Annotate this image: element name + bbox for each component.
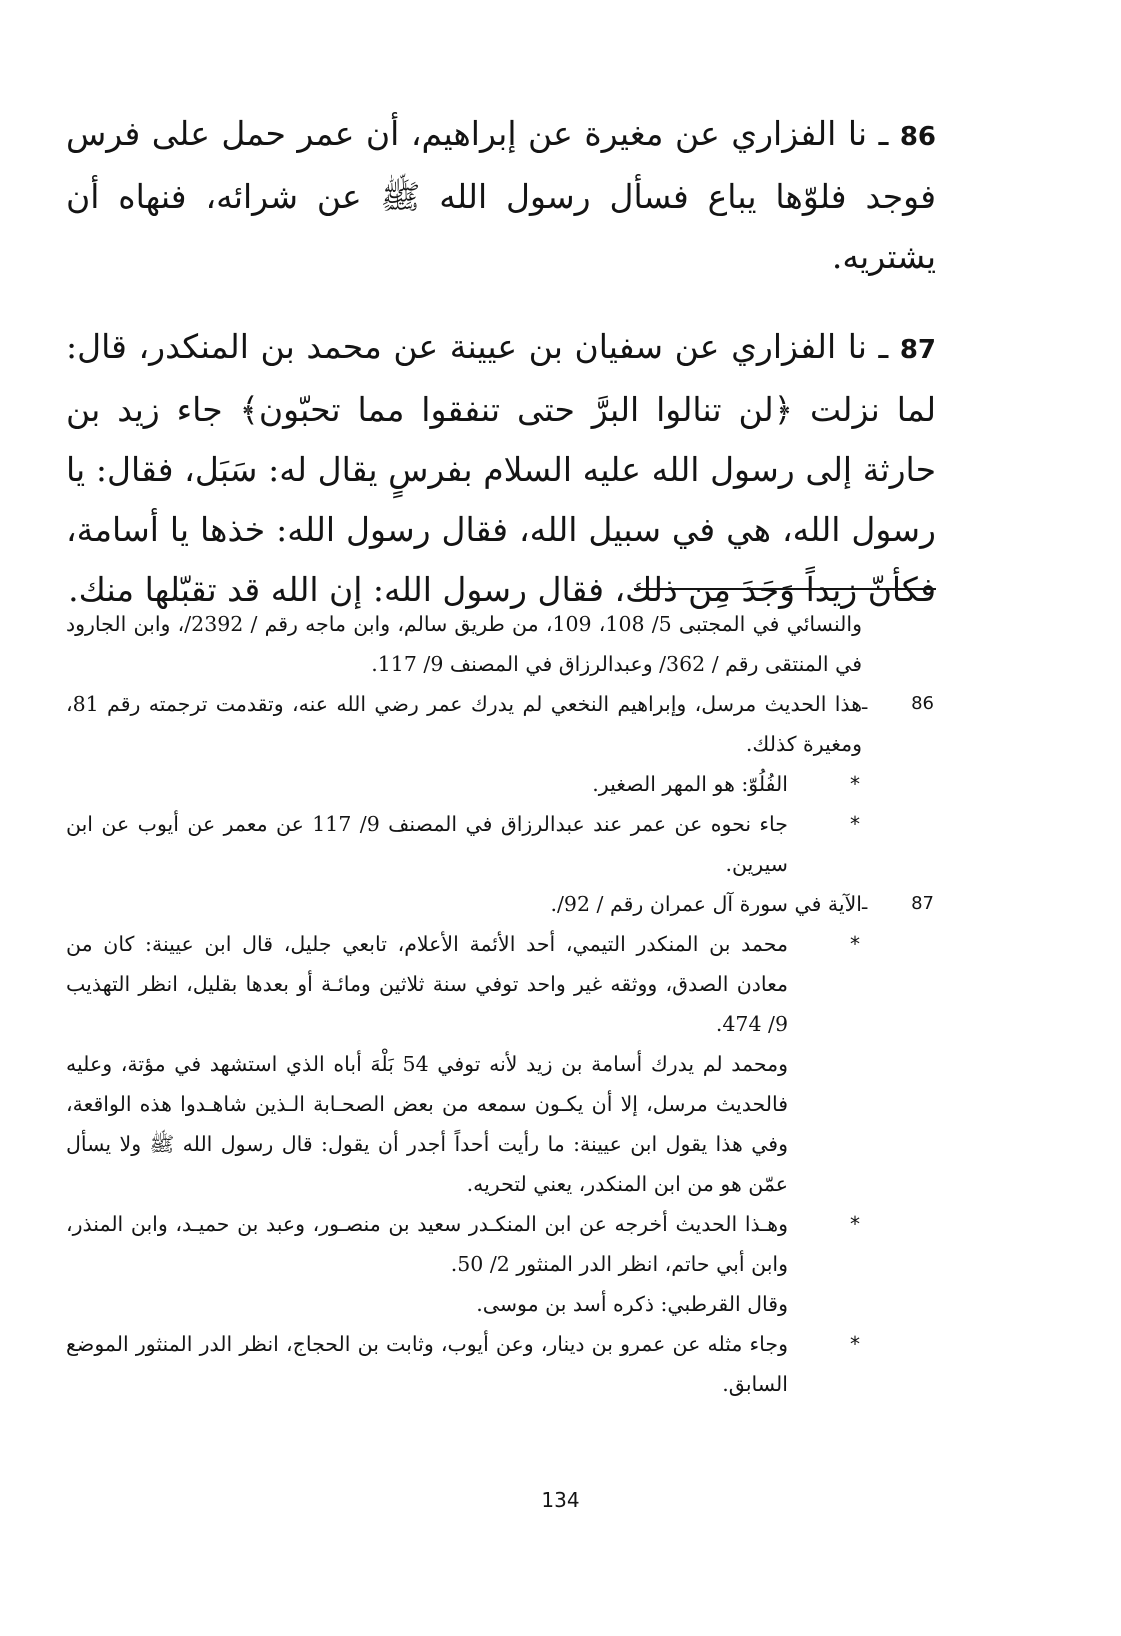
footnote-87 [66, 884, 936, 924]
hadith-87-text: ـ نا الفزاري عن سفيان بن عيينة عن محمد بن المنكدر، قال: لما نزلت ﴿لن تنالوا البرَّ حتى تنفقوا مما تحبّون﴾ جاء زيد بن حارثة إلى رسول الله عليه السلام بفرسٍ يقال له: سَبَل، فقال: يا رسول الله، هي في سبيل الله، فقال رسول الله: خذها يا أسامة، فكأنّ زيداً وَجَدَ مِن ذلك، فقال رسول الله: إن الله قد تقبّلها منك. [66, 327, 936, 609]
footnote-87-number: 87 [911, 893, 934, 914]
hadith-87 [66, 317, 936, 620]
page-number: 134 [541, 1488, 580, 1512]
footnote-86-number: 86 [911, 693, 934, 714]
star-marker: * [850, 812, 860, 836]
hadith-86 [66, 104, 936, 287]
star-marker: * [850, 1332, 860, 1356]
footnote-86-marker [862, 684, 936, 724]
footnote-87-dash: ـ [862, 893, 868, 914]
hadith-87-number: 87 [899, 335, 936, 365]
star-marker: * [850, 1212, 860, 1236]
footnote-86-star-1: * الفُلُوّ: هو المهر الصغير. [66, 764, 936, 804]
footnote-87-star-2: * وهـذا الحديث أخرجه عن ابن المنكـدر سعيد بن منصـور، وعبد بن حميـد، وابن المنذر، وابن أبي حاتم، انظر الدر المنثور 2/ 50. [66, 1204, 936, 1284]
footnote-87-star-3: * وجاء مثله عن عمرو بن دينار، وعن أيوب، وثابت بن الحجاج، انظر الدر المنثور الموضع السابق. [66, 1324, 936, 1404]
footnote-86-dash: ـ [862, 693, 868, 714]
footnote-continuation: والنسائي في المجتبى 5/ 108، 109، من طريق سالم، وابن ماجه رقم / 2392/، وابن الجارود في المنتقى رقم / 362/ وعبدالرزاق في المصنف 9/ 117. [66, 612, 862, 676]
footnote-87-paragraph: ومحمد لم يدرك أسامة بن زيد لأنه توفي 54 بَلْهَ أباه الذي استشهد في مؤتة، وعليه فالحديث مرسل، إلا أن يكـون سمعه من بعض الصحـابة الـذين شاهـدوا هذه الواقعة، وفي هذا يقول ابن عيينة: ما رأيت أحداً أجدر أن يقول: قال رسول الله ﷺ ولا يسأل عمّن هو من ابن المنكدر، يعني لتحريه. [66, 1052, 788, 1196]
footnote-86 [66, 684, 936, 764]
footnote-divider [634, 588, 936, 590]
footnote-86-star-2: * جاء نحوه عن عمر عند عبدالرزاق في المصنف 9/ 117 عن معمر عن أيوب عن ابن سيرين. [66, 804, 936, 884]
footnote-87-marker [862, 884, 936, 924]
footnote-87-star-1: * محمد بن المنكدر التيمي، أحد الأئمة الأعلام، تابعي جليل، قال ابن عيينة: كان من معادن الصدق، ووثقه غير واحد توفي سنة ثلاثين ومائـة أو بعدها بقليل، انظر التهذيب 9/ 474. [66, 924, 936, 1044]
footnote-87-text: الآية في سورة آل عمران رقم / 92/. [550, 892, 862, 916]
footnote-87-star-2-continuation: وقال القرطبي: ذكره أسد بن موسى. [476, 1292, 788, 1316]
footnotes [66, 604, 936, 1404]
footnote-86-text: هذا الحديث مرسل، وإبراهيم النخعي لم يدرك عمر رضي الله عنه، وتقدمت ترجمته رقم 81، ومغيرة كذلك. [66, 692, 862, 756]
star-marker: * [850, 932, 860, 956]
star-marker: * [850, 772, 860, 796]
hadith-86-text: ـ نا الفزاري عن مغيرة عن إبراهيم، أن عمر حمل على فرس فوجد فلوّها يباع فسأل رسول الله ﷺ عن شرائه، فنهاه أن يشتريه. [66, 114, 936, 276]
hadith-86-number: 86 [899, 122, 936, 152]
main-text [66, 104, 936, 620]
